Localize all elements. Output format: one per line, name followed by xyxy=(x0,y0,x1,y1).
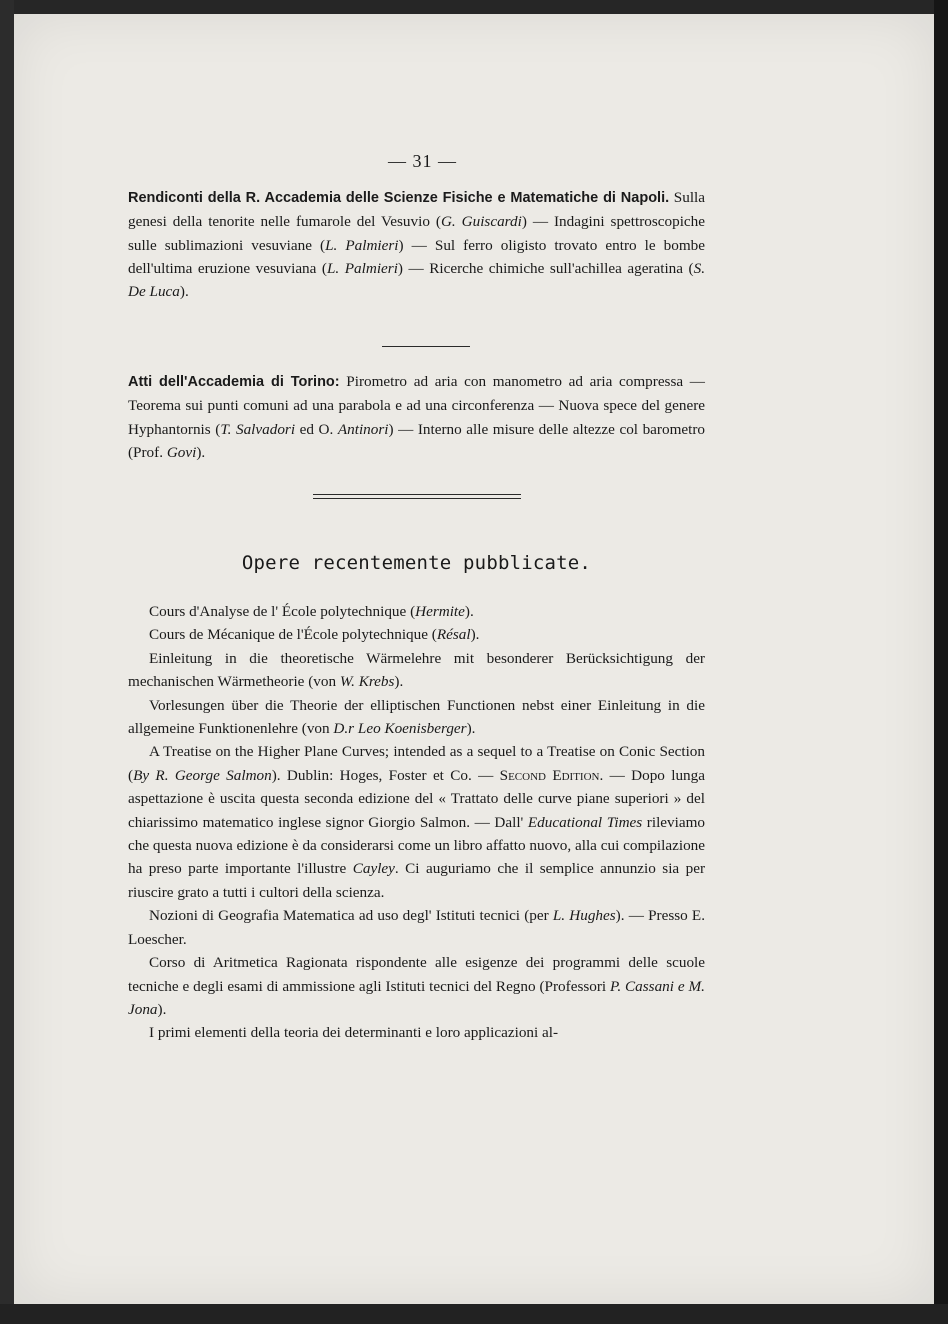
author: L. Palmieri xyxy=(325,236,399,254)
entry-text: ) — Indagini spettroscopiche sulle sublimazioni vesuviane ( xyxy=(128,213,706,254)
author: D.r Leo Koenisberger xyxy=(333,720,467,738)
list-item xyxy=(128,694,705,741)
entry-text: ). xyxy=(470,626,480,644)
author: Résal xyxy=(436,626,471,644)
entry-lead: Rendiconti della R. Accademia delle Scienze Fisiche e Matematiche di Napoli. xyxy=(128,190,670,206)
page-number: — 31 — xyxy=(388,151,457,171)
author: G. Guiscardi xyxy=(440,213,522,231)
entry-text: ). xyxy=(464,603,474,620)
scan-bottom-edge xyxy=(0,1304,948,1324)
author: Govi xyxy=(166,443,197,461)
section-title: Opere recentemente pubblicate. xyxy=(241,552,592,574)
rendiconti-napoli-entry xyxy=(128,186,705,303)
author: L. Hughes xyxy=(552,907,616,925)
entry-text: rileviamo che questa nuova edizione è da considerarsi come un libro affatto nuovo, alla cui compilazione ha preso parte importante l'illustre xyxy=(128,813,706,878)
entry-text: Vorlesungen über die Theorie der elliptischen Functionen nebst einer Einleitung in die allgemeine Funktionenlehre (von xyxy=(128,696,705,738)
journal-title: Educational Times xyxy=(527,813,643,831)
author: Hermite xyxy=(415,603,465,620)
entry-text: ) — Ricerche chimiche sull'achillea ageratina ( xyxy=(397,259,694,277)
scan-right-edge xyxy=(934,0,948,1324)
list-item xyxy=(128,1021,705,1044)
entry-text: ). xyxy=(157,1000,167,1018)
author: T. Salvadori xyxy=(220,420,296,438)
list-item xyxy=(128,600,705,623)
entry-text: A Treatise on the Higher Plane Curves; intended as a sequel to a Treatise on Conic Section ( xyxy=(128,743,705,784)
entry-text: ) — Interno alle misure delle altezze col barometro (Prof. xyxy=(128,420,705,461)
entry-text: ). xyxy=(196,443,206,461)
entry-lead: Atti dell'Accademia di Torino: xyxy=(128,374,340,390)
entry-text: ). xyxy=(394,673,404,691)
entry-text: Sulla genesi della tenorite nelle fumarole del Vesuvio ( xyxy=(128,189,705,231)
entry-text: Pirometro ad aria con manometro ad aria compressa — Teorema sui punti comuni ad una parabola e ad una circonferenza — Nuova spece del genere Hyphantornis ( xyxy=(128,373,705,438)
entry-text: ). xyxy=(466,720,476,738)
entry-text: Cours d'Analyse de l' École polytechnique ( xyxy=(149,603,416,620)
author: L. Palmieri xyxy=(326,259,398,277)
entry-text: Cours de Mécanique de l'École polytechnique ( xyxy=(149,626,437,644)
double-separator-rule xyxy=(313,494,521,499)
list-item xyxy=(128,740,705,904)
entry-text: . — Dopo lunga aspettazione è uscita questa seconda edizione del « Trattato delle curve piane superiori » del chiarissimo matematico inglese signor Giorgio Salmon. — Dall' xyxy=(128,766,705,831)
publication-list xyxy=(128,600,705,1045)
author: By R. George Salmon xyxy=(133,766,272,784)
separator-rule xyxy=(382,346,470,347)
entry-text: ). xyxy=(179,283,189,301)
list-item xyxy=(128,647,705,694)
entry-text: Nozioni di Geografia Matematica ad uso degl' Istituti tecnici (per xyxy=(149,907,553,925)
author: Antinori xyxy=(337,420,389,438)
entry-text: Einleitung in die theoretische Wärmelehre mit besonderer Berücksichtigung der mechanischen Wärmetheorie (von xyxy=(128,649,705,691)
entry-text: ) — Sul ferro oligisto trovato entro le bombe dell'ultima eruzione vesuviana ( xyxy=(128,236,705,277)
entry-text: Corso di Aritmetica Ragionata rispondente alle esigenze dei programmi delle scuole tecniche e degli esami di ammissione agli Istituti tecnici del Regno (Professori xyxy=(128,954,705,995)
list-item xyxy=(128,951,705,1021)
entry-text: ). — Presso E. Loescher. xyxy=(128,907,705,948)
list-item xyxy=(128,904,705,951)
entry-text: I primi elementi della teoria dei determinanti e loro applicazioni al- xyxy=(149,1024,559,1042)
author: P. Cassani e M. Jona xyxy=(128,977,705,1018)
author: S. De Luca xyxy=(128,259,705,301)
author: W. Krebs xyxy=(339,673,395,691)
list-item xyxy=(128,623,705,646)
entry-text: . Ci auguriamo che il semplice annunzio sia per riuscire grato a tutti i cultori della scienza. xyxy=(128,860,706,901)
entry-text: ed O. xyxy=(295,420,338,438)
entry-text: ). Dublin: Hoges, Foster et Co. — xyxy=(271,766,500,784)
scan-left-edge xyxy=(0,0,14,1324)
scan-top-edge xyxy=(0,0,948,14)
author: Cayley xyxy=(352,860,395,878)
edition-label: Second Edition xyxy=(499,766,600,784)
atti-torino-entry xyxy=(128,370,705,464)
